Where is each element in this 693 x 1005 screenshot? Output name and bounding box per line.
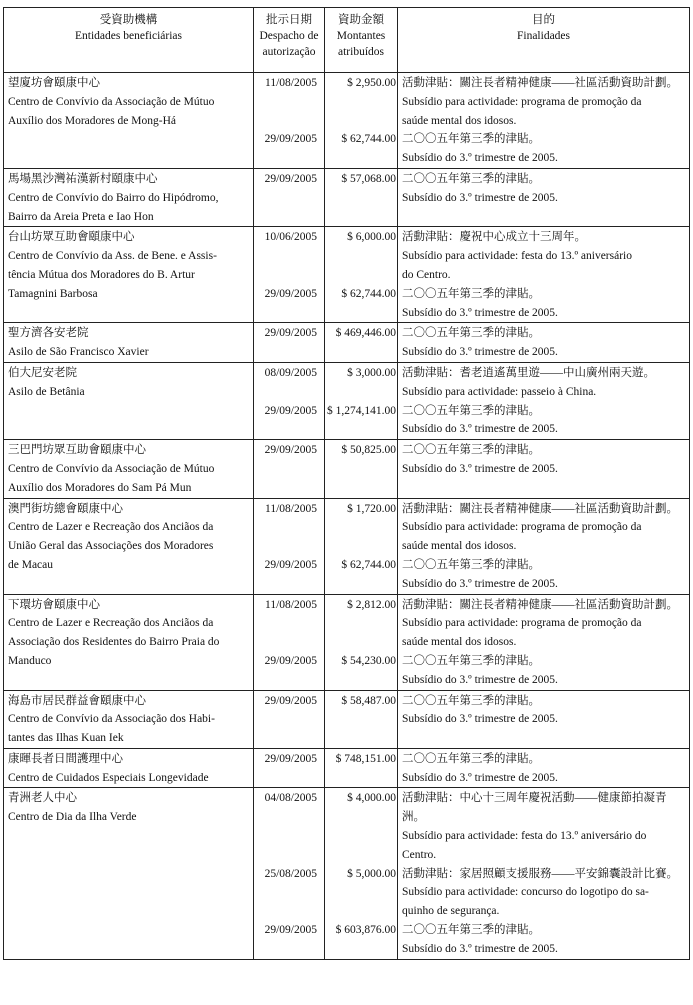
amount-cell bbox=[325, 440, 398, 498]
amount-cell bbox=[325, 168, 398, 226]
purpose-line: Subsídio para actividade: programa de promoção da bbox=[402, 521, 642, 534]
entity-name-zh: 台山坊眾互助會頤康中心 bbox=[8, 231, 135, 244]
date-cell bbox=[254, 498, 325, 594]
header-date-pt1: Despacho de bbox=[259, 30, 319, 42]
purpose-line: 活動津貼：關注長者精神健康——社區活動資助計劃。 bbox=[402, 502, 678, 515]
date-cell bbox=[254, 440, 325, 498]
entity-name-pt-line: Auxílio dos Moradores de Mong-Há bbox=[8, 114, 177, 127]
table-row bbox=[4, 73, 690, 169]
entity-name-pt-line: Asilo de São Francisco Xavier bbox=[8, 346, 149, 359]
date-spacer bbox=[257, 383, 317, 402]
purpose-cell bbox=[398, 362, 690, 439]
date-cell bbox=[254, 73, 325, 169]
authorization-date: 29/09/2005 bbox=[264, 172, 317, 185]
entity-name-zh: 康暉長者日間護理中心 bbox=[8, 752, 123, 765]
authorization-date: 11/08/2005 bbox=[265, 598, 317, 611]
authorization-date: 29/09/2005 bbox=[264, 133, 317, 146]
purpose-line: Subsídio do 3.º trimestre de 2005. bbox=[402, 152, 558, 165]
header-amount bbox=[325, 8, 398, 73]
entity-cell bbox=[4, 788, 254, 959]
authorization-date: 29/09/2005 bbox=[264, 404, 317, 417]
date-spacer bbox=[257, 827, 317, 846]
amount-cell bbox=[325, 594, 398, 690]
purpose-line: saúde mental dos idosos. bbox=[402, 114, 517, 127]
date-spacer bbox=[257, 112, 317, 131]
subsidy-amount: $ 62,744.00 bbox=[341, 287, 396, 300]
amount-cell bbox=[325, 362, 398, 439]
purpose-line: 二〇〇五年第三季的津貼。 bbox=[402, 327, 540, 340]
purpose-line: Subsídio do 3.º trimestre de 2005. bbox=[402, 423, 558, 436]
purpose-line: Subsídio do 3.º trimestre de 2005. bbox=[402, 306, 558, 319]
purpose-cell bbox=[398, 498, 690, 594]
entity-name-pt-line: tência Mútua dos Moradores do B. Artur bbox=[8, 268, 195, 281]
table-row bbox=[4, 788, 690, 959]
header-amount-pt2: atribuídos bbox=[338, 46, 384, 58]
subsidy-amount: $ 603,876.00 bbox=[335, 924, 396, 937]
amount-cell bbox=[325, 323, 398, 363]
entity-name-zh: 望廈坊會頤康中心 bbox=[8, 77, 100, 89]
entity-cell bbox=[4, 440, 254, 498]
entity-cell bbox=[4, 498, 254, 594]
purpose-cell bbox=[398, 788, 690, 959]
entity-name-zh: 伯大尼安老院 bbox=[8, 366, 77, 379]
purpose-line: 洲。 bbox=[402, 811, 425, 824]
subsidy-amount: $ 57,068.00 bbox=[341, 172, 396, 185]
date-spacer bbox=[257, 266, 317, 285]
header-row bbox=[4, 8, 690, 73]
date-spacer bbox=[257, 808, 317, 827]
date-spacer bbox=[257, 902, 317, 921]
amount-spacer bbox=[327, 827, 396, 846]
subsidy-amount: $ 1,274,141.00 bbox=[327, 404, 396, 417]
purpose-line: 活動津貼：關注長者精神健康——社區活動資助計劃。 bbox=[402, 598, 678, 611]
amount-spacer bbox=[327, 112, 396, 131]
subsidy-table bbox=[3, 7, 690, 960]
purpose-line: 活動津貼：耆老逍遙萬里遊——中山廣州兩天遊。 bbox=[402, 366, 655, 379]
amount-spacer bbox=[327, 383, 396, 402]
authorization-date: 08/09/2005 bbox=[264, 366, 317, 379]
purpose-line: 二〇〇五年第三季的津貼。 bbox=[402, 924, 540, 937]
purpose-line: Subsídio do 3.º trimestre de 2005. bbox=[402, 673, 558, 686]
entity-name-pt-line: Associação dos Residentes do Bairro Praia do bbox=[8, 636, 220, 649]
table-row bbox=[4, 362, 690, 439]
header-amount-zh: 資助金額 bbox=[338, 14, 384, 26]
entity-cell bbox=[4, 594, 254, 690]
date-cell bbox=[254, 168, 325, 226]
subsidy-amount: $ 4,000.00 bbox=[347, 792, 396, 805]
purpose-line: 二〇〇五年第三季的津貼。 bbox=[402, 444, 540, 457]
entity-name-pt-line: Bairro da Areia Preta e Iao Hon bbox=[8, 210, 154, 223]
purpose-line: Subsídio do 3.º trimestre de 2005. bbox=[402, 713, 558, 726]
table-row bbox=[4, 498, 690, 594]
header-entities bbox=[4, 8, 254, 73]
table-row bbox=[4, 748, 690, 788]
amount-cell bbox=[325, 73, 398, 169]
header-purpose-pt: Finalidades bbox=[516, 30, 571, 42]
purpose-line: 二〇〇五年第三季的津貼。 bbox=[402, 654, 540, 667]
purpose-line: saúde mental dos idosos. bbox=[402, 636, 517, 649]
date-spacer bbox=[257, 846, 317, 865]
entity-name-pt-line: Centro de Cuidados Especiais Longevidade bbox=[8, 771, 209, 784]
authorization-date: 29/09/2005 bbox=[264, 287, 317, 300]
amount-cell bbox=[325, 788, 398, 959]
date-spacer bbox=[257, 537, 317, 556]
authorization-date: 29/09/2005 bbox=[264, 752, 317, 765]
date-spacer bbox=[257, 614, 317, 633]
entity-name-pt-line: Centro de Convívio da Ass. de Bene. e Assis- bbox=[8, 250, 217, 263]
subsidy-amount: $ 6,000.00 bbox=[347, 231, 396, 244]
authorization-date: 25/08/2005 bbox=[264, 867, 317, 880]
entity-name-zh: 馬場黑沙灣祐漢新村頤康中心 bbox=[8, 172, 158, 185]
entity-name-pt-line: Auxílio dos Moradores do Sam Pá Mun bbox=[8, 481, 192, 494]
entity-name-pt-line: Centro de Convívio da Associação de Mútuo bbox=[8, 462, 215, 475]
purpose-cell bbox=[398, 227, 690, 323]
entity-cell bbox=[4, 362, 254, 439]
amount-cell bbox=[325, 690, 398, 748]
header-date-zh: 批示日期 bbox=[266, 14, 312, 26]
amount-spacer bbox=[327, 537, 396, 556]
date-spacer bbox=[257, 518, 317, 537]
header-date-pt2: autorização bbox=[262, 46, 316, 58]
entity-cell bbox=[4, 73, 254, 169]
authorization-date: 29/09/2005 bbox=[264, 654, 317, 667]
purpose-line: 二〇〇五年第三季的津貼。 bbox=[402, 404, 540, 417]
entity-cell bbox=[4, 227, 254, 323]
date-cell bbox=[254, 227, 325, 323]
table-row bbox=[4, 690, 690, 748]
purpose-line: 活動津貼：慶祝中心成立十三周年。 bbox=[402, 231, 586, 244]
purpose-cell bbox=[398, 440, 690, 498]
purpose-line: Subsídio do 3.º trimestre de 2005. bbox=[402, 577, 558, 590]
authorization-date: 29/09/2005 bbox=[264, 444, 317, 457]
authorization-date: 04/08/2005 bbox=[264, 792, 317, 805]
subsidy-amount: $ 58,487.00 bbox=[341, 694, 396, 707]
subsidy-amount: $ 3,000.00 bbox=[347, 366, 396, 379]
header-amount-pt1: Montantes bbox=[336, 30, 386, 42]
entity-name-pt-line: Centro de Lazer e Recreação dos Anciãos da bbox=[8, 617, 214, 630]
subsidy-amount: $ 1,720.00 bbox=[347, 502, 396, 515]
purpose-line: Subsídio do 3.º trimestre de 2005. bbox=[402, 771, 558, 784]
header-date bbox=[254, 8, 325, 73]
authorization-date: 11/08/2005 bbox=[265, 502, 317, 515]
purpose-line: Subsídio do 3.º trimestre de 2005. bbox=[402, 942, 558, 955]
purpose-line: 二〇〇五年第三季的津貼。 bbox=[402, 133, 540, 146]
authorization-date: 10/06/2005 bbox=[264, 231, 317, 244]
purpose-line: 二〇〇五年第三季的津貼。 bbox=[402, 694, 540, 707]
amount-spacer bbox=[327, 883, 396, 902]
header-purpose bbox=[398, 8, 690, 73]
purpose-cell bbox=[398, 594, 690, 690]
entity-name-pt-line: Centro de Convívio da Associação dos Habi- bbox=[8, 713, 215, 726]
subsidy-amount: $ 469,446.00 bbox=[335, 327, 396, 340]
amount-spacer bbox=[327, 247, 396, 266]
header-purpose-zh: 目的 bbox=[532, 14, 555, 26]
purpose-cell bbox=[398, 748, 690, 788]
entity-cell bbox=[4, 323, 254, 363]
entity-name-pt-line: tantes das Ilhas Kuan Iek bbox=[8, 732, 124, 745]
date-cell bbox=[254, 362, 325, 439]
amount-spacer bbox=[327, 93, 396, 112]
amount-spacer bbox=[327, 518, 396, 537]
entity-name-pt-line: Centro de Convívio do Bairro do Hipódromo, bbox=[8, 191, 219, 204]
date-spacer bbox=[257, 93, 317, 112]
subsidy-amount: $ 2,812.00 bbox=[347, 598, 396, 611]
entity-name-pt-line: Manduco bbox=[8, 654, 52, 667]
purpose-cell bbox=[398, 690, 690, 748]
entity-cell bbox=[4, 168, 254, 226]
date-cell bbox=[254, 323, 325, 363]
amount-spacer bbox=[327, 633, 396, 652]
purpose-line: Centro. bbox=[402, 848, 437, 861]
purpose-line: 二〇〇五年第三季的津貼。 bbox=[402, 287, 540, 300]
amount-spacer bbox=[327, 902, 396, 921]
entity-name-pt-line: Centro de Convívio da Associação de Mútuo bbox=[8, 95, 215, 108]
entity-name-pt-line: Tamagnini Barbosa bbox=[8, 287, 98, 300]
purpose-cell bbox=[398, 323, 690, 363]
entity-name-pt-line: de Macau bbox=[8, 558, 54, 571]
entity-name-pt-line: Centro de Lazer e Recreação dos Anciãos da bbox=[8, 521, 214, 534]
subsidy-amount: $ 748,151.00 bbox=[335, 752, 396, 765]
authorization-date: 29/09/2005 bbox=[264, 924, 317, 937]
entity-name-pt-line: Centro de Dia da Ilha Verde bbox=[8, 811, 137, 824]
table-body bbox=[4, 73, 690, 960]
subsidy-amount: $ 62,744.00 bbox=[341, 558, 396, 571]
date-cell bbox=[254, 594, 325, 690]
purpose-line: Subsídio para actividade: festa do 13.º aniversário do bbox=[402, 830, 647, 843]
header-entities-zh: 受資助機構 bbox=[99, 14, 158, 26]
authorization-date: 29/09/2005 bbox=[264, 694, 317, 707]
purpose-cell bbox=[398, 168, 690, 226]
purpose-line: 活動津貼：中心十三周年慶祝活動——健康節拍凝青 bbox=[402, 792, 667, 805]
purpose-line: 活動津貼：關注長者精神健康——社區活動資助計劃。 bbox=[402, 77, 678, 89]
entity-cell bbox=[4, 748, 254, 788]
amount-spacer bbox=[327, 808, 396, 827]
header-entities-pt: Entidades beneficiárias bbox=[75, 30, 182, 42]
amount-spacer bbox=[327, 614, 396, 633]
authorization-date: 29/09/2005 bbox=[264, 558, 317, 571]
purpose-line: 活動津貼：家居照顧支援服務——平安錦囊設計比賽。 bbox=[402, 867, 678, 880]
purpose-line: 二〇〇五年第三季的津貼。 bbox=[402, 172, 540, 185]
purpose-line: 二〇〇五年第三季的津貼。 bbox=[402, 558, 540, 571]
entity-name-pt-line: União Geral das Associações dos Moradores bbox=[8, 540, 214, 553]
purpose-line: quinho de segurança. bbox=[402, 905, 500, 918]
entity-name-zh: 青洲老人中心 bbox=[8, 792, 77, 805]
table-row bbox=[4, 227, 690, 323]
entity-name-zh: 三巴門坊眾互助會頤康中心 bbox=[8, 444, 146, 457]
amount-cell bbox=[325, 227, 398, 323]
date-cell bbox=[254, 788, 325, 959]
amount-cell bbox=[325, 748, 398, 788]
subsidy-amount: $ 5,000.00 bbox=[347, 867, 396, 880]
entity-name-pt-line: Asilo de Betânia bbox=[8, 385, 85, 398]
purpose-line: do Centro. bbox=[402, 268, 451, 281]
amount-spacer bbox=[327, 266, 396, 285]
purpose-line: Subsídio do 3.º trimestre de 2005. bbox=[402, 462, 558, 475]
amount-cell bbox=[325, 498, 398, 594]
purpose-line: Subsídio para actividade: passeio à China. bbox=[402, 385, 597, 398]
date-spacer bbox=[257, 247, 317, 266]
subsidy-amount: $ 62,744.00 bbox=[341, 133, 396, 146]
entity-cell bbox=[4, 690, 254, 748]
authorization-date: 11/08/2005 bbox=[265, 77, 317, 89]
table-row bbox=[4, 168, 690, 226]
purpose-line: Subsídio para actividade: programa de promoção da bbox=[402, 617, 642, 630]
entity-name-zh: 海島市居民群益會頤康中心 bbox=[8, 694, 146, 707]
subsidy-amount: $ 50,825.00 bbox=[341, 444, 396, 457]
purpose-line: Subsídio para actividade: concurso do logotipo do sa- bbox=[402, 886, 649, 899]
purpose-line: saúde mental dos idosos. bbox=[402, 540, 517, 553]
date-spacer bbox=[257, 883, 317, 902]
subsidy-amount: $ 54,230.00 bbox=[341, 654, 396, 667]
amount-spacer bbox=[327, 846, 396, 865]
entity-name-zh: 下環坊會頤康中心 bbox=[8, 598, 100, 611]
table-row bbox=[4, 440, 690, 498]
purpose-line: 二〇〇五年第三季的津貼。 bbox=[402, 752, 540, 765]
authorization-date: 29/09/2005 bbox=[264, 327, 317, 340]
subsidy-amount: $ 2,950.00 bbox=[347, 77, 396, 89]
date-spacer bbox=[257, 633, 317, 652]
table-row bbox=[4, 323, 690, 363]
entity-name-zh: 澳門街坊總會頤康中心 bbox=[8, 502, 123, 515]
purpose-line: Subsídio para actividade: festa do 13.º aniversário bbox=[402, 250, 632, 263]
date-cell bbox=[254, 748, 325, 788]
purpose-cell bbox=[398, 73, 690, 169]
table-row bbox=[4, 594, 690, 690]
entity-name-zh: 聖方濟各安老院 bbox=[8, 327, 89, 340]
date-cell bbox=[254, 690, 325, 748]
purpose-line: Subsídio para actividade: programa de promoção da bbox=[402, 95, 642, 108]
purpose-line: Subsídio do 3.º trimestre de 2005. bbox=[402, 191, 558, 204]
purpose-line: Subsídio do 3.º trimestre de 2005. bbox=[402, 346, 558, 359]
